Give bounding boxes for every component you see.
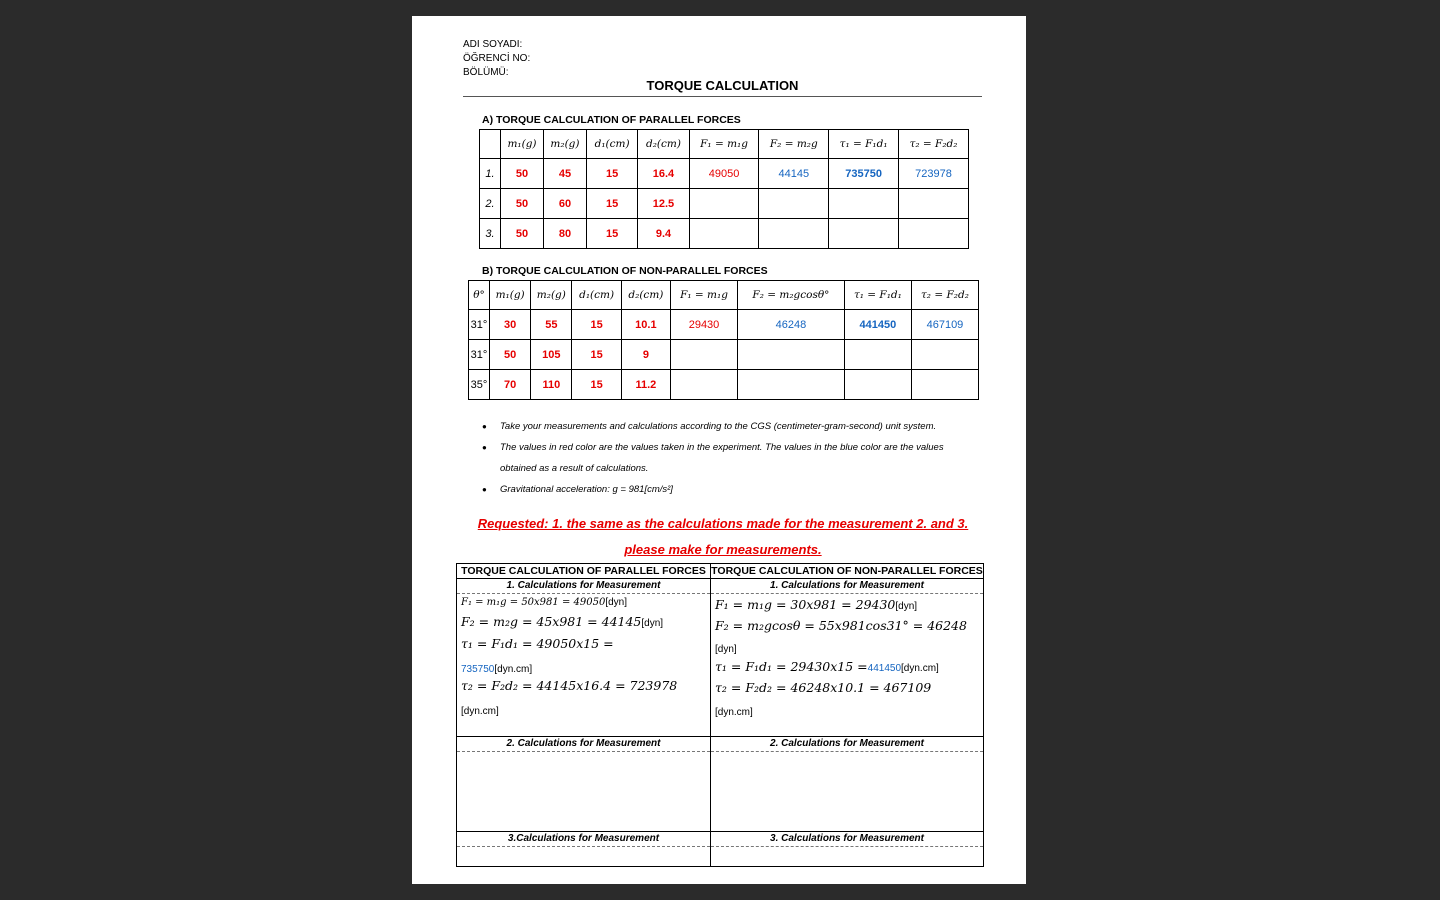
parallel-forces-table xyxy=(479,129,969,249)
cell-d2: 16.4 xyxy=(638,159,689,189)
col-header: F₂ = m₂gcosθ° xyxy=(737,281,844,310)
measurement-3-section xyxy=(457,831,710,847)
cell-d2: 11.2 xyxy=(621,370,670,400)
table-row xyxy=(469,370,979,400)
measurement-2-heading: 2. Calculations for Measurement xyxy=(711,737,983,752)
cell-d2: 9 xyxy=(621,340,670,370)
cell-d1: 15 xyxy=(586,219,637,249)
requested-text: Requested: 1. the same as the calculations made for the measurement 2. and 3. please make for measurements. xyxy=(477,516,969,557)
note-item: ● Gravitational acceleration: g = 981[cm/s²] xyxy=(482,479,982,500)
cell-f2[interactable] xyxy=(737,370,844,400)
cell-t2: 723978 xyxy=(899,159,969,189)
col-header: d₂(cm) xyxy=(638,130,689,159)
calc-line: τ₁ = F₁d₁ = 49050x15 = xyxy=(461,636,614,651)
cell-d2: 10.1 xyxy=(621,310,670,340)
cell-d2: 12.5 xyxy=(638,189,689,219)
calc-line: F₂ = m₂gcosθ = 55x981cos31° = 46248 xyxy=(715,618,967,633)
col-header: θ° xyxy=(469,281,490,310)
row-label: 2. xyxy=(480,189,501,219)
measurement-3-heading: 3.Calculations for Measurement xyxy=(457,832,710,847)
col-header: F₁ = m₁g xyxy=(689,130,759,159)
cell-f1: 29430 xyxy=(671,310,738,340)
cell-t1[interactable] xyxy=(829,189,899,219)
section-b-title: B) TORQUE CALCULATION OF NON-PARALLEL FORCES xyxy=(482,265,768,277)
cell-m2: 60 xyxy=(543,189,586,219)
cell-d1: 15 xyxy=(586,189,637,219)
cell-f1[interactable] xyxy=(689,219,759,249)
calc-line: τ₂ = F₂d₂ = 44145x16.4 = 723978 xyxy=(461,678,678,693)
col-header: τ₂ = F₂d₂ xyxy=(899,130,969,159)
cell-m1: 50 xyxy=(501,159,544,189)
cell-t2[interactable] xyxy=(911,370,978,400)
parallel-calc-column xyxy=(457,564,711,866)
cell-m2: 55 xyxy=(531,310,572,340)
calc-line: τ₁ = F₁d₁ = 29430x15 =441450[dyn.cm] xyxy=(715,659,939,674)
col-header: m₁(g) xyxy=(490,281,531,310)
measurement-2-heading: 2. Calculations for Measurement xyxy=(457,737,710,752)
col-header: τ₁ = F₁d₁ xyxy=(844,281,911,310)
col-header: m₂(g) xyxy=(531,281,572,310)
col-header: m₂(g) xyxy=(543,130,586,159)
cell-f1[interactable] xyxy=(671,370,738,400)
cell-m1: 70 xyxy=(490,370,531,400)
cell-t1[interactable] xyxy=(844,370,911,400)
cell-t2[interactable] xyxy=(899,219,969,249)
col-header: τ₂ = F₂d₂ xyxy=(911,281,978,310)
table-row xyxy=(469,340,979,370)
cell-f2: 44145 xyxy=(759,159,829,189)
calc-line: [dyn.cm] xyxy=(715,707,753,718)
cell-m2: 105 xyxy=(531,340,572,370)
col-header: d₂(cm) xyxy=(621,281,670,310)
non-parallel-calc-column xyxy=(711,564,983,866)
col-header: F₁ = m₁g xyxy=(671,281,738,310)
calc-line: τ₂ = F₂d₂ = 46248x10.1 = 467109 xyxy=(715,680,932,695)
calc-line: F₂ = m₂g = 45x981 = 44145[dyn] xyxy=(461,614,664,629)
cell-f1: 49050 xyxy=(689,159,759,189)
table-row xyxy=(480,189,969,219)
note-item: ● Take your measurements and calculations according to the CGS (centimeter-gram-second) unit system. xyxy=(482,416,982,437)
measurement-3-heading: 3. Calculations for Measurement xyxy=(711,832,983,847)
cell-t2[interactable] xyxy=(899,189,969,219)
cell-f2: 46248 xyxy=(737,310,844,340)
calc-line: F₁ = m₁g = 50x981 = 49050[dyn] xyxy=(461,597,627,608)
calc-line: [dyn] xyxy=(715,644,737,655)
calc-line: [dyn.cm] xyxy=(461,706,499,717)
department-label: BÖLÜMÜ: xyxy=(463,67,509,78)
calc-line: F₁ = m₁g = 30x981 = 29430[dyn] xyxy=(715,597,918,612)
note-item: ● The values in red color are the values taken in the experiment. The values in the blue color are the values obtained as a result of calculations. xyxy=(482,437,982,479)
measurement-2-section xyxy=(711,736,983,752)
col-header: F₂ = m₂g xyxy=(759,130,829,159)
cell-t1[interactable] xyxy=(829,219,899,249)
name-label: ADI SOYADI: xyxy=(463,39,523,50)
cell-m1: 50 xyxy=(501,189,544,219)
notes-list xyxy=(482,416,982,500)
cell-f2[interactable] xyxy=(759,219,829,249)
document-page xyxy=(412,16,1026,884)
table-row xyxy=(469,310,979,340)
cell-m1: 50 xyxy=(501,219,544,249)
page-title: TORQUE CALCULATION xyxy=(463,78,982,97)
measurement-3-section xyxy=(711,831,983,847)
cell-theta: 35° xyxy=(469,370,490,400)
cell-d1: 15 xyxy=(586,159,637,189)
cell-t2[interactable] xyxy=(911,340,978,370)
cell-t1: 441450 xyxy=(844,310,911,340)
table-row xyxy=(480,159,969,189)
cell-t1[interactable] xyxy=(844,340,911,370)
measurement-1-heading: 1. Calculations for Measurement xyxy=(711,579,983,594)
cell-t1: 735750 xyxy=(829,159,899,189)
cell-m2: 110 xyxy=(531,370,572,400)
col-header: m₁(g) xyxy=(501,130,544,159)
section-a-title: A) TORQUE CALCULATION OF PARALLEL FORCES xyxy=(482,114,741,126)
cell-d1: 15 xyxy=(572,340,621,370)
non-parallel-forces-table xyxy=(468,280,979,400)
student-no-label: ÖĞRENCİ NO: xyxy=(463,53,531,64)
col-header: τ₁ = F₁d₁ xyxy=(829,130,899,159)
cell-m2: 45 xyxy=(543,159,586,189)
measurement-2-section xyxy=(457,736,710,752)
table-row xyxy=(480,219,969,249)
cell-f2[interactable] xyxy=(737,340,844,370)
cell-theta: 31° xyxy=(469,340,490,370)
cell-m2: 80 xyxy=(543,219,586,249)
col-header: d₁(cm) xyxy=(572,281,621,310)
calc-line: 735750[dyn.cm] xyxy=(461,664,533,675)
cell-m1: 50 xyxy=(490,340,531,370)
cell-d1: 15 xyxy=(572,310,621,340)
cell-m1: 30 xyxy=(490,310,531,340)
parallel-calc-title: TORQUE CALCULATION OF PARALLEL FORCES xyxy=(457,564,710,579)
row-label-header xyxy=(480,130,501,159)
row-label: 1. xyxy=(480,159,501,189)
cell-d2: 9.4 xyxy=(638,219,689,249)
cell-t2: 467109 xyxy=(911,310,978,340)
cell-theta: 31° xyxy=(469,310,490,340)
row-label: 3. xyxy=(480,219,501,249)
cell-f1[interactable] xyxy=(671,340,738,370)
col-header: d₁(cm) xyxy=(586,130,637,159)
calculation-table xyxy=(456,563,984,867)
cell-f1[interactable] xyxy=(689,189,759,219)
cell-f2[interactable] xyxy=(759,189,829,219)
measurement-1-heading: 1. Calculations for Measurement xyxy=(457,579,710,594)
non-parallel-calc-title: TORQUE CALCULATION OF NON-PARALLEL FORCES xyxy=(711,565,983,577)
cell-d1: 15 xyxy=(572,370,621,400)
